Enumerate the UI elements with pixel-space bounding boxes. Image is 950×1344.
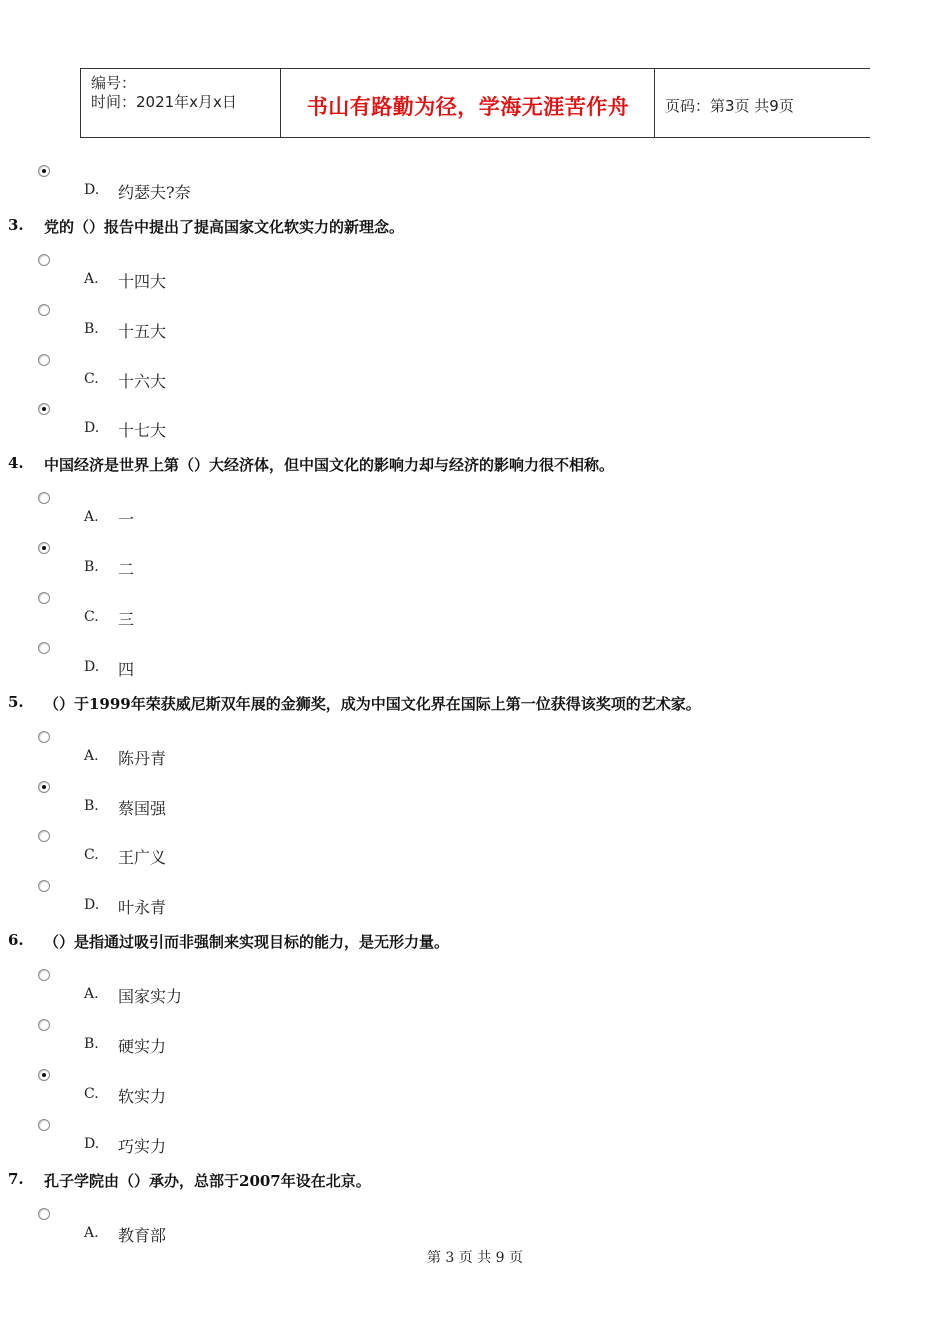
option-text: 约瑟夫?奈	[118, 183, 191, 202]
answer-radio[interactable]	[38, 165, 50, 177]
answer-radio[interactable]	[38, 969, 50, 981]
question-number: 7.	[8, 1169, 24, 1188]
answer-radio[interactable]	[38, 731, 50, 743]
option-text: 陈丹青	[118, 748, 167, 768]
answer-radio[interactable]	[38, 781, 50, 793]
question-text: （）于1999年荣获威尼斯双年展的金狮奖，成为中国文化界在国际上第一位获得该奖项的艺术家。	[44, 694, 701, 713]
page-number-label: 页码：第3页 共9页	[665, 97, 794, 115]
page-header	[80, 68, 870, 138]
option-letter: A.	[84, 986, 99, 1003]
option-text: 一	[118, 510, 135, 530]
option-text: 教育部	[118, 1225, 167, 1245]
option-text: 王广义	[118, 848, 167, 868]
option-letter: B.	[84, 559, 99, 576]
option-letter: D.	[84, 1135, 100, 1152]
option-text: 四	[118, 659, 135, 679]
option-letter: C.	[84, 1085, 99, 1102]
option-text: 硬实力	[118, 1037, 167, 1056]
page-footer: 第 3 页 共 9 页	[426, 1250, 524, 1266]
question-text: 孔子学院由（）承办，总部于2007年设在北京。	[44, 1171, 371, 1190]
answer-radio[interactable]	[38, 1208, 50, 1220]
number-label: 编号：	[91, 74, 137, 92]
option-letter: B.	[84, 1036, 99, 1052]
answer-radio[interactable]	[38, 1119, 50, 1131]
answer-radio[interactable]	[38, 403, 50, 415]
option-text: 十四大	[118, 272, 167, 291]
option-text: 叶永青	[118, 898, 167, 918]
answer-radio[interactable]	[38, 1019, 50, 1031]
option-text: 十七大	[118, 421, 167, 441]
option-letter: D.	[84, 182, 100, 198]
option-letter: C.	[84, 609, 99, 625]
option-text: 十六大	[118, 371, 167, 391]
option-letter: C.	[84, 847, 99, 864]
question-number: 4.	[8, 454, 24, 473]
question-text: 中国经济是世界上第（）大经济体，但中国文化的影响力却与经济的影响力很不相称。	[44, 456, 615, 475]
answer-radio[interactable]	[38, 304, 50, 316]
option-letter: A.	[84, 271, 99, 287]
option-letter: A.	[84, 747, 99, 764]
question-number: 6.	[8, 931, 24, 950]
option-text: 国家实力	[118, 987, 183, 1007]
option-text: 二	[118, 560, 135, 580]
option-letter: B.	[84, 797, 99, 814]
question-text: （）是指通过吸引而非强制来实现目标的能力，是无形力量。	[44, 933, 450, 952]
answer-radio[interactable]	[38, 492, 50, 504]
option-letter: B.	[84, 320, 99, 337]
option-text: 十五大	[118, 321, 167, 341]
option-text: 三	[118, 610, 135, 629]
option-letter: D.	[84, 658, 100, 675]
option-letter: C.	[84, 370, 99, 387]
option-letter: A.	[84, 509, 99, 526]
header-motto-cell	[280, 69, 655, 137]
option-text: 软实力	[118, 1086, 167, 1106]
motto-text: 书山有路勤为径，学海无涯苦作舟	[306, 95, 630, 119]
answer-radio[interactable]	[38, 542, 50, 554]
answer-radio[interactable]	[38, 1069, 50, 1081]
option-text: 巧实力	[118, 1136, 167, 1156]
option-text: 蔡国强	[118, 798, 167, 818]
answer-radio[interactable]	[38, 830, 50, 842]
header-page-cell	[654, 69, 871, 137]
header-meta-cell	[80, 69, 281, 137]
question-text: 党的（）报告中提出了提高国家文化软实力的新理念。	[44, 218, 405, 236]
time-label: 时间：2021年x月x日	[91, 93, 237, 111]
question-number: 5.	[8, 692, 24, 711]
question-number: 3.	[8, 216, 24, 234]
answer-radio[interactable]	[38, 254, 50, 266]
option-letter: D.	[84, 897, 100, 914]
answer-radio[interactable]	[38, 880, 50, 892]
option-letter: A.	[84, 1224, 99, 1241]
answer-radio[interactable]	[38, 354, 50, 366]
option-letter: D.	[84, 420, 100, 437]
answer-radio[interactable]	[38, 642, 50, 654]
answer-radio[interactable]	[38, 592, 50, 604]
